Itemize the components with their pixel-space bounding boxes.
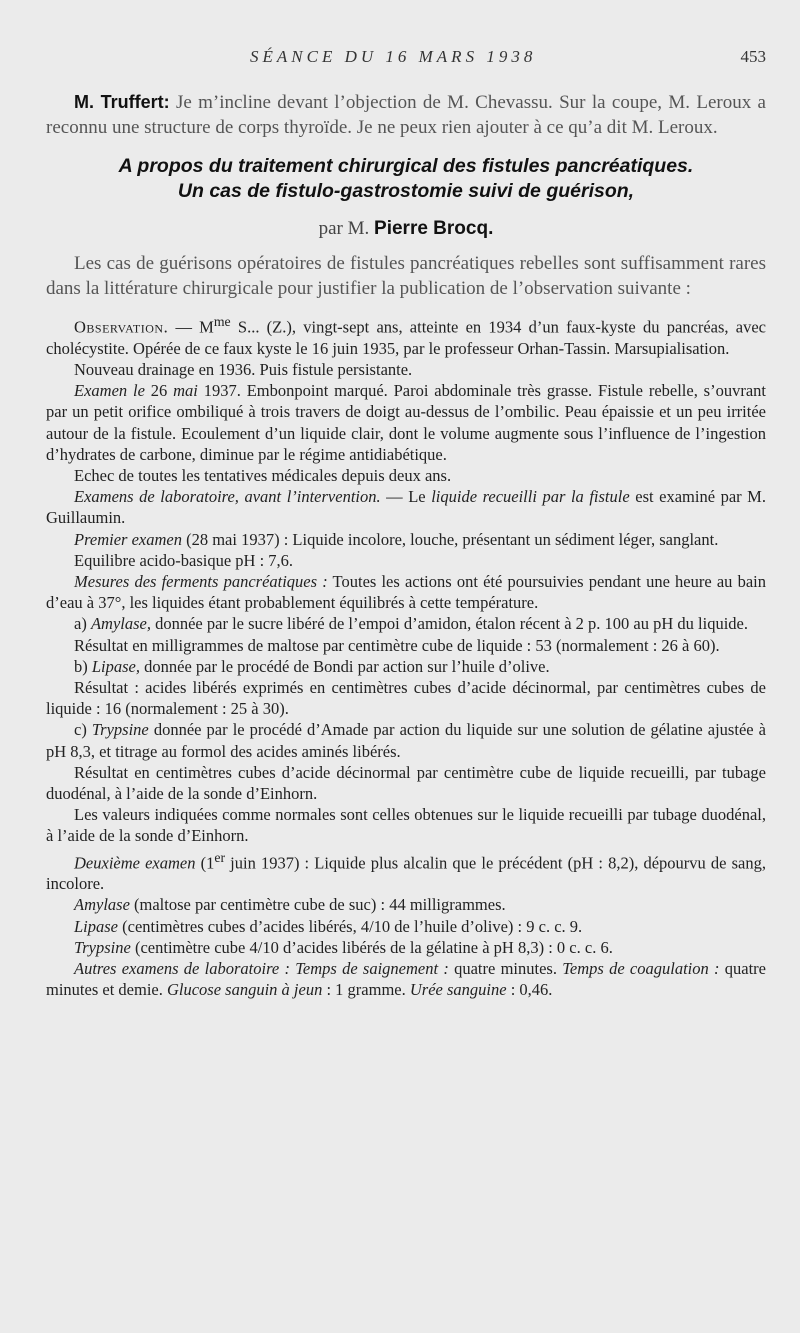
- amylase-result: Résultat en milligrammes de maltose par centimètre cube de liquide : 53 (normalement : 26 à 60).: [74, 635, 720, 655]
- page-number: 453: [740, 47, 766, 66]
- drainage-paragraph: Nouveau drainage en 1936. Puis fistule persistante.: [74, 359, 413, 379]
- speaker-name: M. Truffert:: [74, 92, 170, 112]
- byline: par M. Pierre Brocq.: [318, 218, 494, 239]
- amylase-paragraph: a) Amylase, donnée par le sucre libéré de l’empoi d’amidon, étalon récent à 2 p. 100 au pH du liquide.: [74, 614, 748, 634]
- observation-paragraph: Observation. — $M^{me}$ S... (Z.), vingt-sept ans, atteinte en 1934 d’un faux-kyste du pancréas, avec cholécystite. Opérée de ce faux kyste le 16 juin 1935, par le professeur Orhan-Tassin. Marsupialisation.: [46, 314, 766, 358]
- page-header: [0, 47, 800, 73]
- echec-paragraph: Echec de toutes les tentatives médicales depuis deux ans.: [74, 465, 452, 485]
- title-line-2: Un cas de fistulo-gastrostomie suivi de guérison,: [177, 180, 635, 202]
- article-title: [46, 154, 766, 204]
- premier-examen-paragraph: Premier examen (28 mai 1937) : Liquide incolore, louche, présentant un sédiment léger, sanglant.: [74, 529, 719, 549]
- trypsine-result: Résultat en centimètres cubes d’acide décinormal par centimètre cube de liquide recueilli, par tubage duodénal, à l’aide de la sonde d’Einhorn.: [46, 762, 766, 803]
- title-line-1: A propos du traitement chirurgical des fistules pancréatiques.: [118, 155, 694, 177]
- autres-examens-paragraph: Autres examens de laboratoire : Temps de saignement : quatre minutes. Temps de coagulation : quatre minutes et demie. Glucose sanguin à jeun : 1 gramme. Urée sanguine : 0,46.: [46, 959, 766, 1000]
- mesures-paragraph: Mesures des ferments pancréatiques : Toutes les actions ont été poursuivies pendant une heure au bain d’eau à 37°, les liquides étant probablement équilibrés à cette température.: [46, 571, 766, 613]
- exam1-paragraph: Examen le 26 mai 1937. Embonpoint marqué. Paroi abdominale très grasse. Fistule rebelle, s’ouvrant par un petit orifice ombiliqué à trois travers de doigt au-dessus de l’ombilic. Peau épaissie et un peu irritée autour de la fistule. Ecoulement d’un liquide clair, dont le volume augmente sous l’influence de l’ingestion d’hydrates de carbone, diminue par le régime antidiabétique.: [46, 381, 767, 464]
- lipase2-paragraph: Lipase (centimètres cubes d’acides libérés, 4/10 de l’huile d’olive) : 9 c. c. 9.: [74, 916, 583, 936]
- amylase2-paragraph: Amylase (maltose par centimètre cube de suc) : 44 milligrammes.: [74, 895, 506, 915]
- trypsine-paragraph: c) Trypsine donnée par le procédé d’Amade par action du liquide sur une solution de gélatine ajustée à pH 8,3, et titrage au formol des acides aminés libérés.: [46, 720, 766, 761]
- equilibre-paragraph: Equilibre acido-basique pH : 7,6.: [74, 550, 294, 570]
- running-head: SÉANCE DU 16 MARS 1938: [250, 47, 537, 66]
- deuxieme-examen-paragraph: Deuxième examen (1er juin 1937) : Liquide plus alcalin que le précédent (pH : 8,2), dépourvu de sang, incolore.: [46, 849, 766, 894]
- page-body: [46, 90, 766, 1001]
- author-name: Pierre Brocq.: [374, 218, 494, 239]
- truffert-paragraph: M. Truffert: Je m’incline devant l’objection de M. Chevassu. Sur la coupe, M. Leroux a reconnu une structure de corps thyroïde. Je ne peux rien ajouter à ce qu’a dit M. Leroux.: [46, 92, 766, 138]
- intro-paragraph: Les cas de guérisons opératoires de fistules pancréatiques rebelles sont suffisamment rares dans la littérature chirurgicale pour justifier la publication de l’observation suivante :: [46, 253, 766, 299]
- valeurs-paragraph: Les valeurs indiquées comme normales sont celles obtenues sur le liquide recueilli par tubage duodénal, à l’aide de la sonde d’Einhorn.: [46, 805, 766, 846]
- lipase-paragraph: b) Lipase, donnée par le procédé de Bondi par action sur l’huile d’olive.: [74, 656, 550, 676]
- labo-paragraph: Examens de laboratoire, avant l’intervention. — Le liquide recueilli par la fistule est examiné par M. Guillaumin.: [46, 487, 766, 528]
- lipase-result: Résultat : acides libérés exprimés en centimètres cubes d’acide décinormal, par centimètres cubes de liquide : 16 (normalement : 25 à 30).: [46, 677, 766, 719]
- trypsine2-paragraph: Trypsine (centimètre cube 4/10 d’acides libérés de la gélatine à pH 8,3) : 0 c. c. 6.: [74, 937, 613, 957]
